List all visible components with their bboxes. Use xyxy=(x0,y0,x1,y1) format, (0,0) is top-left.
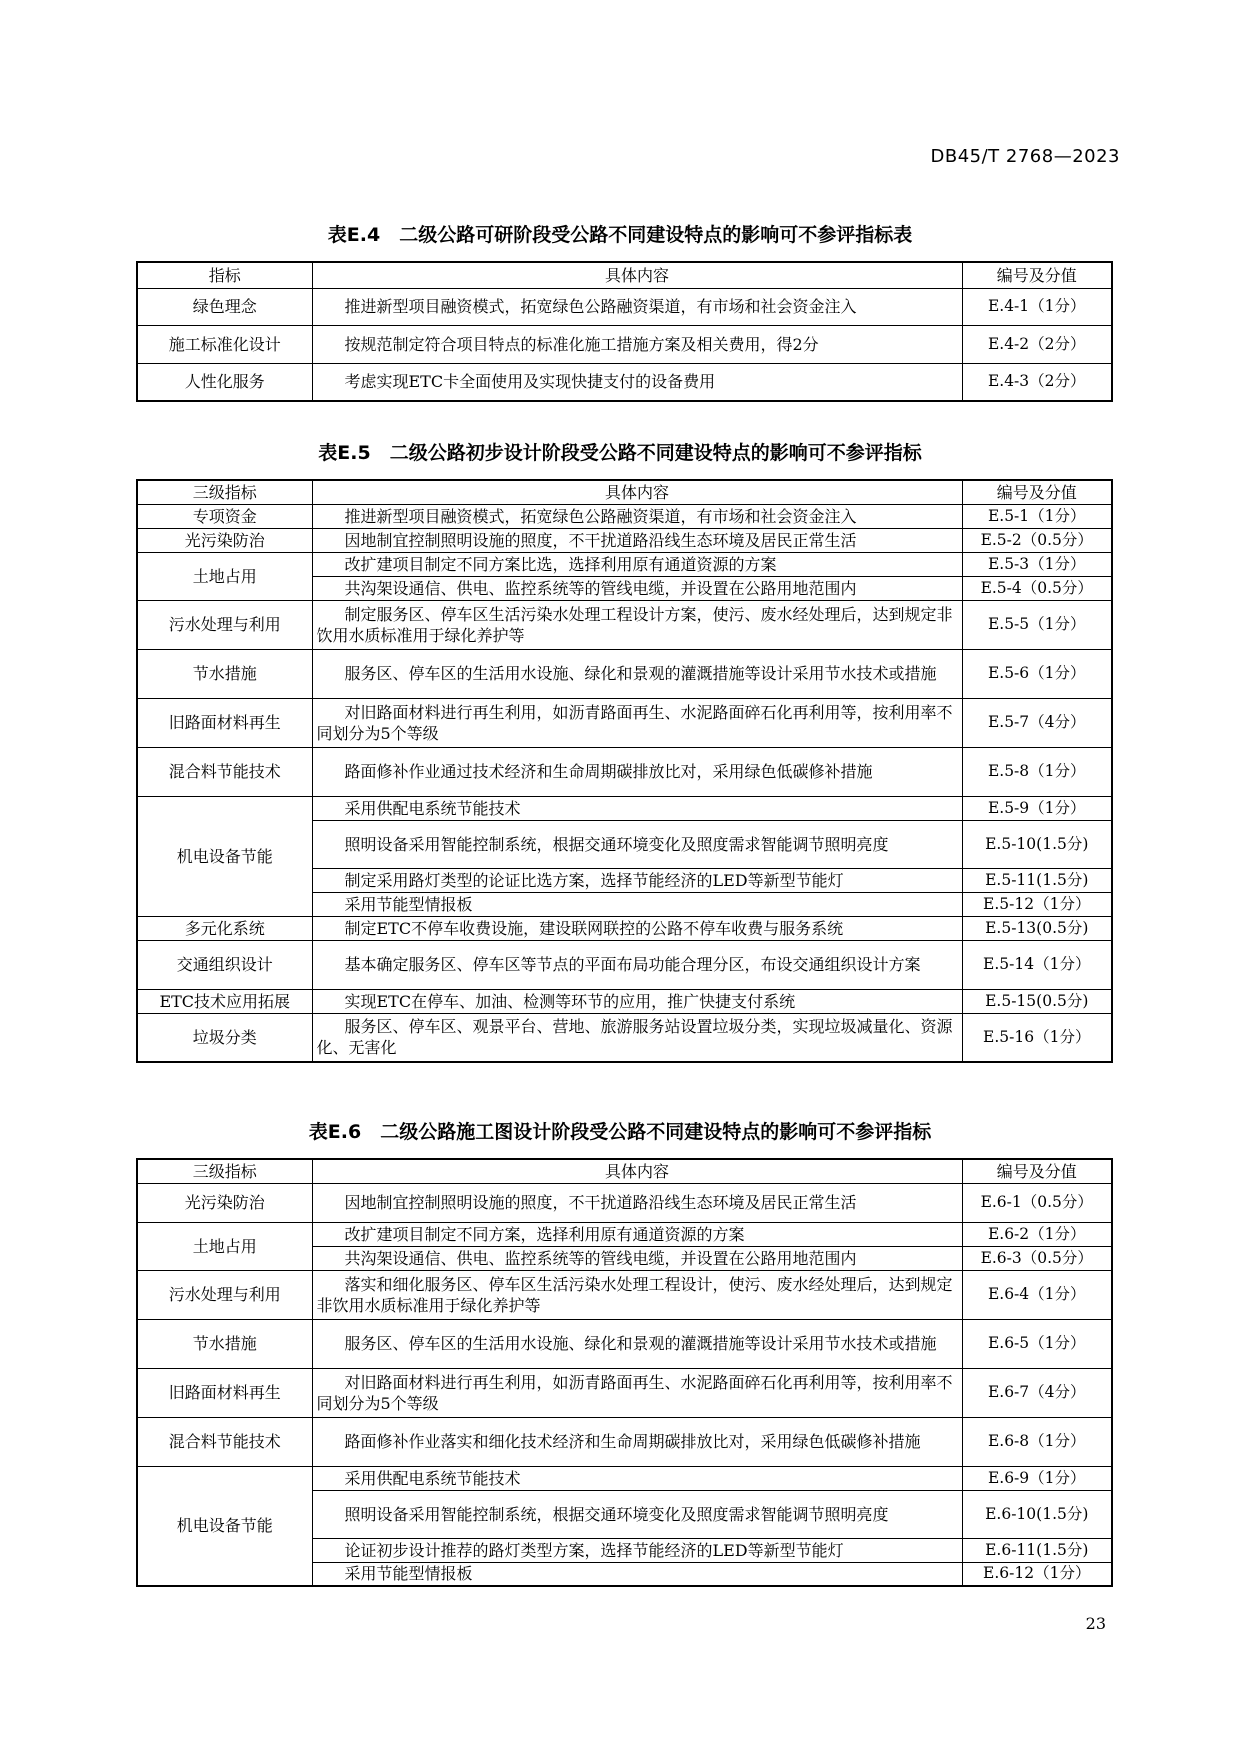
content-cell: 制定采用路灯类型的论证比选方案，选择节能经济的LED等新型节能灯 xyxy=(312,868,962,892)
code-cell: E.5-15(0.5分) xyxy=(962,989,1112,1013)
content-cell: 按规范制定符合项目特点的标准化施工措施方案及相关费用，得2分 xyxy=(312,325,962,363)
table-row xyxy=(137,504,1112,528)
table-row xyxy=(137,1013,1112,1062)
header-indicator: 三级指标 xyxy=(137,480,312,504)
content-cell: 照明设备采用智能控制系统，根据交通环境变化及照度需求智能调节照明亮度 xyxy=(312,820,962,868)
table-row xyxy=(137,698,1112,747)
code-cell: E.4-2（2分） xyxy=(962,325,1112,363)
table-e4-caption: 表E.4 二级公路可研阶段受公路不同建设特点的影响可不参评指标表 xyxy=(327,224,913,246)
indicator-cell: 污水处理与利用 xyxy=(137,1270,312,1319)
code-cell: E.6-12（1分） xyxy=(962,1562,1112,1586)
table-row xyxy=(137,1417,1112,1466)
code-cell: E.5-12（1分） xyxy=(962,892,1112,916)
indicator-cell: 旧路面材料再生 xyxy=(137,698,312,747)
table-row xyxy=(137,288,1112,325)
code-cell: E.5-2（0.5分） xyxy=(962,528,1112,552)
table-e4 xyxy=(136,261,1113,402)
indicator-cell: 土地占用 xyxy=(137,1222,312,1270)
code-cell: E.5-10(1.5分) xyxy=(962,820,1112,868)
content-cell: 制定ETC不停车收费设施，建设联网联控的公路不停车收费与服务系统 xyxy=(312,916,962,940)
code-cell: E.6-7（4分） xyxy=(962,1368,1112,1417)
content-cell: 服务区、停车区的生活用水设施、绿化和景观的灌溉措施等设计采用节水技术或措施 xyxy=(312,1319,962,1368)
table-row xyxy=(137,1368,1112,1417)
table-e6 xyxy=(136,1158,1113,1587)
content-cell: 共沟架设通信、供电、监控系统等的管线电缆，并设置在公路用地范围内 xyxy=(312,1246,962,1270)
code-cell: E.6-4（1分） xyxy=(962,1270,1112,1319)
code-cell: E.5-14（1分） xyxy=(962,940,1112,989)
indicator-cell: 施工标准化设计 xyxy=(137,325,312,363)
code-cell: E.6-1（0.5分） xyxy=(962,1183,1112,1222)
code-cell: E.5-4（0.5分） xyxy=(962,576,1112,600)
table-row xyxy=(137,528,1112,552)
indicator-cell: 光污染防治 xyxy=(137,528,312,552)
indicator-cell: 人性化服务 xyxy=(137,363,312,401)
indicator-cell: 专项资金 xyxy=(137,504,312,528)
indicator-cell: 多元化系统 xyxy=(137,916,312,940)
header-code: 编号及分值 xyxy=(962,480,1112,504)
code-cell: E.5-5（1分） xyxy=(962,600,1112,649)
table-row xyxy=(137,940,1112,989)
header-code: 编号及分值 xyxy=(962,262,1112,288)
content-cell: 采用供配电系统节能技术 xyxy=(312,796,962,820)
content-cell: 基本确定服务区、停车区等节点的平面布局功能合理分区，布设交通组织设计方案 xyxy=(312,940,962,989)
content-cell: 改扩建项目制定不同方案比选，选择利用原有通道资源的方案 xyxy=(312,552,962,576)
table-row xyxy=(137,600,1112,649)
table-row xyxy=(137,1222,1112,1246)
table-row xyxy=(137,796,1112,820)
indicator-cell: 垃圾分类 xyxy=(137,1013,312,1062)
table-row xyxy=(137,363,1112,401)
header-indicator: 指标 xyxy=(137,262,312,288)
table-header-row xyxy=(137,480,1112,504)
indicator-cell: 土地占用 xyxy=(137,552,312,600)
indicator-cell: 混合料节能技术 xyxy=(137,747,312,796)
content-cell: 采用节能型情报板 xyxy=(312,1562,962,1586)
code-cell: E.4-1（1分） xyxy=(962,288,1112,325)
indicator-cell: 机电设备节能 xyxy=(137,796,312,916)
content-cell: 采用供配电系统节能技术 xyxy=(312,1466,962,1490)
content-cell: 制定服务区、停车区生活污染水处理工程设计方案，使污、废水经处理后，达到规定非饮用水质标准用于绿化养护等 xyxy=(312,600,962,649)
table-header-row xyxy=(137,262,1112,288)
header-content: 具体内容 xyxy=(312,480,962,504)
code-cell: E.6-11(1.5分) xyxy=(962,1538,1112,1562)
content-cell: 考虑实现ETC卡全面使用及实现快捷支付的设备费用 xyxy=(312,363,962,401)
code-cell: E.5-8（1分） xyxy=(962,747,1112,796)
content-cell: 采用节能型情报板 xyxy=(312,892,962,916)
code-cell: E.6-8（1分） xyxy=(962,1417,1112,1466)
content-cell: 对旧路面材料进行再生利用，如沥青路面再生、水泥路面碎石化再利用等，按利用率不同划分为5个等级 xyxy=(312,698,962,747)
indicator-cell: 混合料节能技术 xyxy=(137,1417,312,1466)
document-code: DB45/T 2768—2023 xyxy=(930,146,1120,167)
table-e5-caption: 表E.5 二级公路初步设计阶段受公路不同建设特点的影响可不参评指标 xyxy=(318,442,922,464)
indicator-cell: 节水措施 xyxy=(137,1319,312,1368)
code-cell: E.5-6（1分） xyxy=(962,649,1112,698)
header-content: 具体内容 xyxy=(312,1159,962,1183)
content-cell: 路面修补作业通过技术经济和生命周期碳排放比对，采用绿色低碳修补措施 xyxy=(312,747,962,796)
code-cell: E.5-16（1分） xyxy=(962,1013,1112,1062)
indicator-cell: 节水措施 xyxy=(137,649,312,698)
code-cell: E.6-3（0.5分） xyxy=(962,1246,1112,1270)
table-row xyxy=(137,552,1112,576)
table-row xyxy=(137,747,1112,796)
table-row xyxy=(137,1183,1112,1222)
content-cell: 改扩建项目制定不同方案，选择利用原有通道资源的方案 xyxy=(312,1222,962,1246)
content-cell: 共沟架设通信、供电、监控系统等的管线电缆，并设置在公路用地范围内 xyxy=(312,576,962,600)
content-cell: 落实和细化服务区、停车区生活污染水处理工程设计，使污、废水经处理后，达到规定非饮用水质标准用于绿化养护等 xyxy=(312,1270,962,1319)
indicator-cell: 旧路面材料再生 xyxy=(137,1368,312,1417)
code-cell: E.6-10(1.5分) xyxy=(962,1490,1112,1538)
indicator-cell: 光污染防治 xyxy=(137,1183,312,1222)
code-cell: E.5-7（4分） xyxy=(962,698,1112,747)
code-cell: E.6-5（1分） xyxy=(962,1319,1112,1368)
content-cell: 推进新型项目融资模式，拓宽绿色公路融资渠道，有市场和社会资金注入 xyxy=(312,288,962,325)
table-row xyxy=(137,325,1112,363)
code-cell: E.6-2（1分） xyxy=(962,1222,1112,1246)
table-e5 xyxy=(136,479,1113,1063)
header-indicator: 三级指标 xyxy=(137,1159,312,1183)
table-row xyxy=(137,1466,1112,1490)
content-cell: 论证初步设计推荐的路灯类型方案，选择节能经济的LED等新型节能灯 xyxy=(312,1538,962,1562)
header-code: 编号及分值 xyxy=(962,1159,1112,1183)
indicator-cell: 污水处理与利用 xyxy=(137,600,312,649)
content-cell: 服务区、停车区、观景平台、营地、旅游服务站设置垃圾分类，实现垃圾减量化、资源化、无害化 xyxy=(312,1013,962,1062)
indicator-cell: 机电设备节能 xyxy=(137,1466,312,1586)
indicator-cell: 交通组织设计 xyxy=(137,940,312,989)
content-cell: 因地制宜控制照明设施的照度，不干扰道路沿线生态环境及居民正常生活 xyxy=(312,528,962,552)
indicator-cell: 绿色理念 xyxy=(137,288,312,325)
content-cell: 对旧路面材料进行再生利用，如沥青路面再生、水泥路面碎石化再利用等，按利用率不同划分为5个等级 xyxy=(312,1368,962,1417)
table-header-row xyxy=(137,1159,1112,1183)
content-cell: 实现ETC在停车、加油、检测等环节的应用，推广快捷支付系统 xyxy=(312,989,962,1013)
content-cell: 照明设备采用智能控制系统，根据交通环境变化及照度需求智能调节照明亮度 xyxy=(312,1490,962,1538)
content-cell: 服务区、停车区的生活用水设施、绿化和景观的灌溉措施等设计采用节水技术或措施 xyxy=(312,649,962,698)
page-number: 23 xyxy=(1085,1614,1106,1633)
table-row xyxy=(137,989,1112,1013)
indicator-cell: ETC技术应用拓展 xyxy=(137,989,312,1013)
table-e6-caption: 表E.6 二级公路施工图设计阶段受公路不同建设特点的影响可不参评指标 xyxy=(308,1121,932,1143)
code-cell: E.4-3（2分） xyxy=(962,363,1112,401)
content-cell: 路面修补作业落实和细化技术经济和生命周期碳排放比对，采用绿色低碳修补措施 xyxy=(312,1417,962,1466)
table-row xyxy=(137,649,1112,698)
content-cell: 因地制宜控制照明设施的照度，不干扰道路沿线生态环境及居民正常生活 xyxy=(312,1183,962,1222)
header-content: 具体内容 xyxy=(312,262,962,288)
code-cell: E.5-3（1分） xyxy=(962,552,1112,576)
code-cell: E.5-11(1.5分) xyxy=(962,868,1112,892)
table-row xyxy=(137,1319,1112,1368)
code-cell: E.5-1（1分） xyxy=(962,504,1112,528)
code-cell: E.5-13(0.5分) xyxy=(962,916,1112,940)
table-row xyxy=(137,1270,1112,1319)
content-cell: 推进新型项目融资模式，拓宽绿色公路融资渠道，有市场和社会资金注入 xyxy=(312,504,962,528)
code-cell: E.5-9（1分） xyxy=(962,796,1112,820)
table-row xyxy=(137,916,1112,940)
code-cell: E.6-9（1分） xyxy=(962,1466,1112,1490)
